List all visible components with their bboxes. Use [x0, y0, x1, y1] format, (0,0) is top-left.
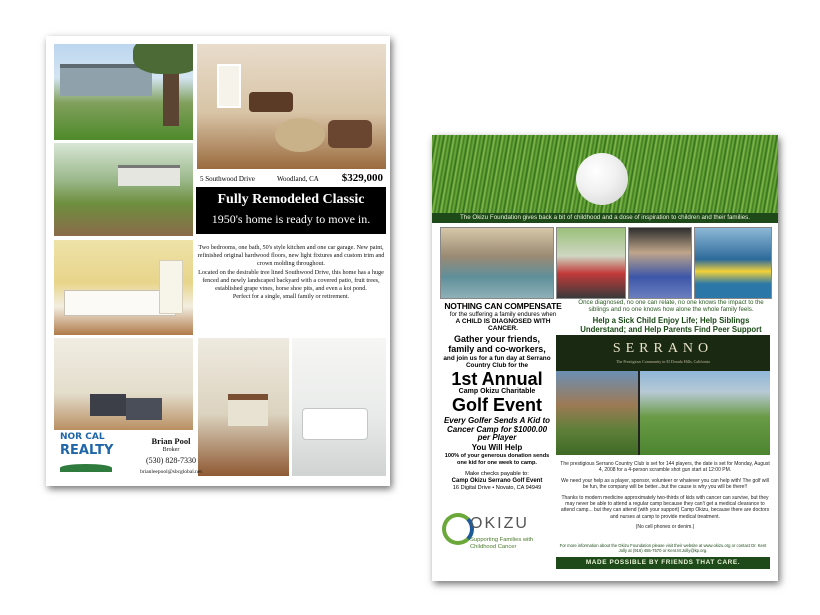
price: $329,000: [341, 172, 383, 184]
serrano-photo-panel: [556, 335, 770, 455]
okizu-name: OKIZU: [470, 515, 529, 532]
nor-cal-realty-logo: [60, 432, 112, 472]
serrano-logo-text: SERRANO: [612, 341, 714, 356]
property-description: [196, 244, 386, 301]
doctor-family-photo: [440, 227, 554, 299]
okizu-subtitle: Supporting Families with Childhood Cancer: [470, 537, 534, 550]
mailing-address: 16 Digital Drive • Novato, CA 94949: [452, 484, 542, 491]
real-estate-flyer: [46, 36, 390, 486]
window-shape: [217, 64, 241, 108]
street-address: 5 Southwood Drive: [200, 175, 255, 183]
address-bar: [197, 172, 386, 186]
golf-course-photo: [640, 371, 770, 455]
subheadline: 1950's home is ready to move in.: [211, 212, 371, 226]
made-possible-banner: MADE POSSIBLE BY FRIENDS THAT CARE.: [556, 557, 770, 569]
golf-event-title: Golf Event: [451, 395, 542, 416]
bathtub-shape: [302, 408, 368, 440]
patio-shape: [118, 165, 180, 186]
agent-role: Broker: [162, 447, 180, 453]
bed-shape: [90, 394, 126, 416]
description-paragraph: Two bedrooms, one bath, 50's style kitchen and one car garage. New paint, refinished original hardwood floors, new light fixtures and custom trim and crown molding throughout.: [197, 244, 385, 268]
nothing-can-compensate: [440, 301, 566, 332]
event-details-paragraph: (No cell phones or denim.): [635, 524, 695, 531]
kids-photo: [556, 227, 626, 299]
agent-email: brianleepool@sbcglobal.net: [140, 469, 202, 475]
nothing-line-3: A CHILD IS DIAGNOSED WITH CANCER.: [455, 318, 551, 332]
gather-text: Gather your friends, family and co-workers,: [448, 334, 546, 354]
event-details-paragraph: We need your help as a player, sponsor, volunteer or whatever you can help with! The golf will be fun, the company will be better...but the cause is why you will be there!!: [561, 477, 769, 491]
house-building-shape: [60, 64, 152, 96]
agent-name: Brian Pool: [151, 436, 191, 446]
logo-line-2: REALTY: [60, 443, 114, 458]
house-exterior-photo: [54, 44, 193, 140]
description-paragraph: Located on the desirable tree lined Southwood Drive, this home has a huge fenced and newly landscaped backyard with a covered patio, fruit trees, established grape vines, horse shoe pits, and even a koi pond.: [198, 268, 384, 293]
donation-text: 100% of your generous donation sends one kid for one week to camp.: [444, 453, 550, 466]
charitable-text: Camp Okizu Charitable: [458, 388, 536, 396]
kitchen-photo: [54, 240, 193, 335]
agent-info: [116, 436, 226, 475]
event-details: [560, 461, 770, 535]
diagnosed-block: [570, 299, 772, 334]
contact-footer: For more information about the Okizu Foundation please visit their website at www.okizu.org or contact Dr. Kent Jolly at (916) 455-7570 or Kent.M.Jolly@kp.org.: [559, 543, 767, 554]
tree-crown-shape: [133, 44, 193, 74]
bed-shape: [126, 398, 162, 420]
golf-event-flyer: [432, 135, 778, 581]
backyard-photo: [54, 143, 193, 236]
you-will-help-text: You Will Help: [471, 443, 523, 453]
clubhouse-photo: [556, 371, 638, 455]
headline-box: [196, 187, 386, 234]
event-invite: [440, 335, 554, 492]
headline: Fully Remodeled Classic: [217, 192, 365, 207]
logo-line-1: NOR CAL: [60, 432, 105, 442]
description-paragraph: Perfect for a single, small family or retirement.: [232, 293, 350, 301]
every-golfer-text: Every Golfer Sends A Kid to Cancer Camp for $1000.00 per Player: [443, 416, 551, 442]
serrano-tagline: The Prestigious Community in El Dorado Hills, California: [616, 359, 710, 364]
help-text: Help a Sick Child Enjoy Life; Help Siblings Understand; and Help Parents Find Peer Support: [580, 316, 762, 335]
rug-shape: [275, 118, 325, 152]
agent-phone: (530) 828-7330: [146, 456, 196, 465]
child-photo: [628, 227, 692, 299]
diagnosed-text: Once diagnosed, no one can relate, no one knows the impact to the siblings and no one knows how alone the whole family feels.: [578, 299, 764, 314]
event-details-paragraph: Thanks to modern medicine approximately two-thirds of kids with cancer can survive, but they may never be able to attend a regular camp because they can't get a medical clearance to attend camp... but they can attend (with your support) Camp Okizu, because there are doctors and nurses at camp to provide medical treatment.: [560, 494, 770, 520]
nothing-line-2: for the suffering a family endures when: [449, 311, 557, 318]
nothing-line-1: NOTHING CAN COMPENSATE: [444, 301, 562, 311]
living-room-photo: [197, 44, 386, 169]
logo-hill-shape: [60, 464, 112, 472]
event-details-paragraph: The prestigious Serrano Country Club is set for 144 players, the date is set for Monday, August 4, 2008 for a 4-person scramble shot gun start at 12:00 PM.: [560, 461, 770, 474]
payee-text: Camp Okizu Serrano Golf Event: [451, 477, 543, 484]
bedroom-photo: [54, 338, 193, 430]
couch-shape: [328, 120, 372, 148]
okizu-logo: [440, 511, 556, 573]
annual-text: 1st Annual: [451, 369, 543, 390]
city: Woodland, CA: [277, 175, 319, 183]
golf-ball-shape: [576, 153, 628, 205]
okizu-banner: The Okizu Foundation gives back a bit of childhood and a dose of inspiration to children and their families.: [432, 213, 778, 223]
join-text: and join us for a fun day at Serrano Country Club for the: [443, 355, 551, 370]
doorway-shape: [159, 260, 183, 314]
lake-kayak-photo: [694, 227, 772, 299]
bathroom-photo: [292, 338, 386, 476]
bed-shape: [228, 394, 268, 426]
checks-payable-text: Make checks payable to:: [465, 471, 529, 478]
couch-shape: [249, 92, 293, 112]
